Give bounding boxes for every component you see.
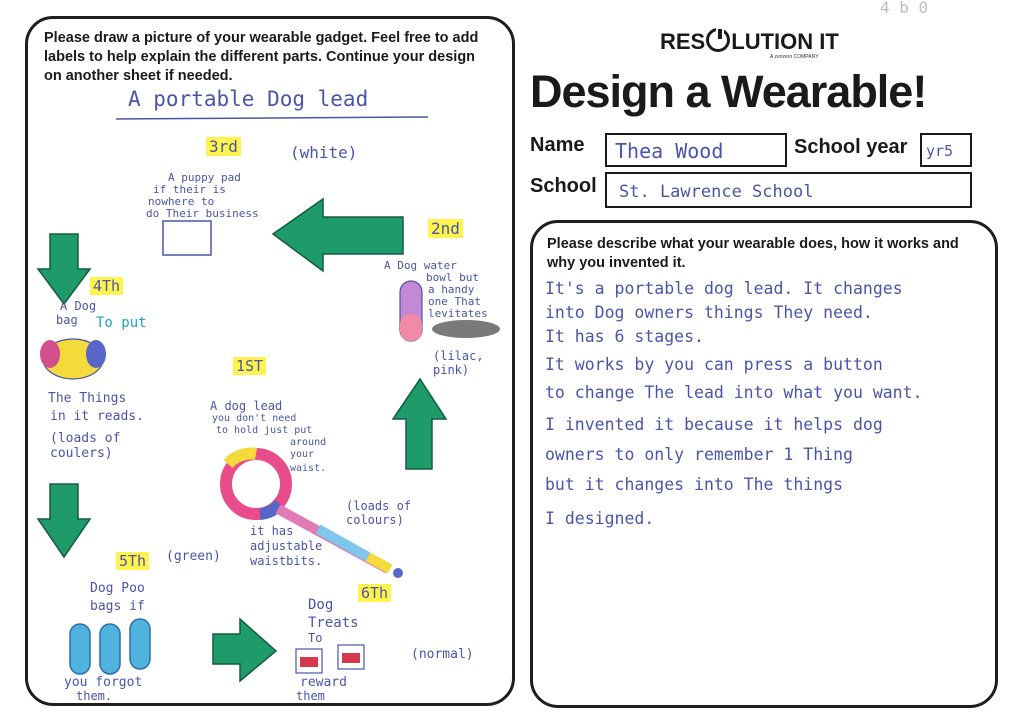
dog-bag-sketch [40,339,106,379]
corner-mark: 4 b 0 [880,0,929,17]
arrow-down-icon-2 [38,484,90,557]
things-line: in it reads. [50,409,144,424]
label-sixth [358,584,391,602]
reward-line: them [296,689,325,703]
description-line: It's a portable dog lead. It changes [545,279,903,298]
adjustable-line: waistbits. [250,554,323,568]
description-prompt: Please describe what your wearable does, how it works and why you invented it. [547,236,959,271]
puppy-pad-line: do Their business [146,207,259,220]
description-line: It works by you can press a button [545,355,883,374]
puppy-pad-line: nowhere to [148,195,215,208]
school-label: School [530,175,597,197]
label-first [233,357,266,375]
logo-text-right: LUTION IT [731,29,839,54]
label-sixth-text: 6Th [358,584,391,602]
power-icon [706,28,730,52]
arrow-down-icon [38,234,90,304]
name-value: Thea Wood [615,139,724,163]
dog-lead-line: around [290,437,327,448]
forgot-line: them. [76,689,113,703]
dog-bag-line: To put [96,315,147,331]
description-line: but it changes into The things [545,475,844,494]
label-fifth-text: 5Th [116,552,149,570]
water-bowl-line: one That [428,295,481,308]
treats-line: To [308,631,323,645]
school-year-value: yr5 [926,142,954,160]
logo-text-left: RES [660,29,706,54]
label-fifth [116,552,149,570]
poo-bags-line: Dog Poo [90,581,145,596]
company-logo [660,28,839,55]
reward-line: reward [300,675,347,690]
forgot-line: you forgot [64,675,143,690]
dog-lead-line: you don't need [212,413,297,424]
label-fourth [90,277,123,295]
dog-lead-line: A dog lead [210,399,283,413]
dog-lead-color: (loads of colours) [346,499,412,527]
things-color: (loads of coulers) [50,431,121,461]
dog-lead-line: your [290,449,315,460]
water-bowl-line: levitates [428,307,488,320]
label-third [206,137,241,156]
school-value: St. Lawrence School [619,182,814,202]
dog-bag-line: bag [56,313,78,327]
treats-line: Dog [308,597,334,613]
description-line: It has 6 stages. [545,327,704,346]
dog-bag-line: A Dog [60,299,97,313]
school-field[interactable] [605,172,972,208]
description-line: to change The lead into what you want. [545,383,923,402]
dog-lead-line: waist. [290,463,327,474]
puppy-pad-sketch [163,221,211,255]
water-bowl-line: a handy [428,283,475,296]
dog-lead-line: to hold just put [216,425,313,436]
label-third-text: 3rd [206,137,241,156]
poo-bags-line: bags if [90,599,145,614]
drawing-title: A portable Dog lead [128,87,369,111]
treats-color: (normal) [411,647,474,662]
label-first-text: 1ST [233,357,266,375]
label-fourth-text: 4Th [90,277,123,295]
adjustable-line: it has [250,524,294,538]
label-second [428,219,463,238]
drawing-instructions: Please draw a picture of your wearable gadget. Feel free to add labels to help explain the different parts. Continue your design on another sheet if needed. [44,30,479,84]
treats-sketch [296,645,364,673]
description-line: I designed. [545,509,655,528]
logo-subtitle: A zenzero COMPANY [770,54,819,60]
label-fifth-color: (green) [166,549,221,564]
arrow-right-icon [213,619,276,681]
water-bowl-color: (lilac, pink) [433,349,484,377]
page-title: Design a Wearable! [530,66,927,117]
label-third-color: (white) [290,143,358,162]
description-line: into Dog owners things They need. [545,303,873,322]
label-second-text: 2nd [428,219,463,238]
description-panel [530,220,998,708]
poo-bags-sketch [70,619,150,674]
puppy-pad-line: if their is [153,183,226,196]
puppy-pad-line: A puppy pad [168,171,241,184]
arrow-up-icon [393,379,446,469]
adjustable-line: adjustable [250,539,323,553]
treats-line: Treats [308,615,359,631]
water-bowl-line: A Dog water [384,259,457,272]
things-line: The Things [48,391,127,406]
school-year-label: School year [794,136,908,158]
description-line: I invented it because it helps dog [545,415,883,434]
water-bowl-line: bowl but [426,271,479,284]
school-year-field[interactable] [920,133,972,167]
name-field[interactable] [605,133,787,167]
drawing-panel [25,16,515,706]
name-label: Name [530,134,585,156]
description-line: owners to only remember 1 Thing [545,445,853,464]
